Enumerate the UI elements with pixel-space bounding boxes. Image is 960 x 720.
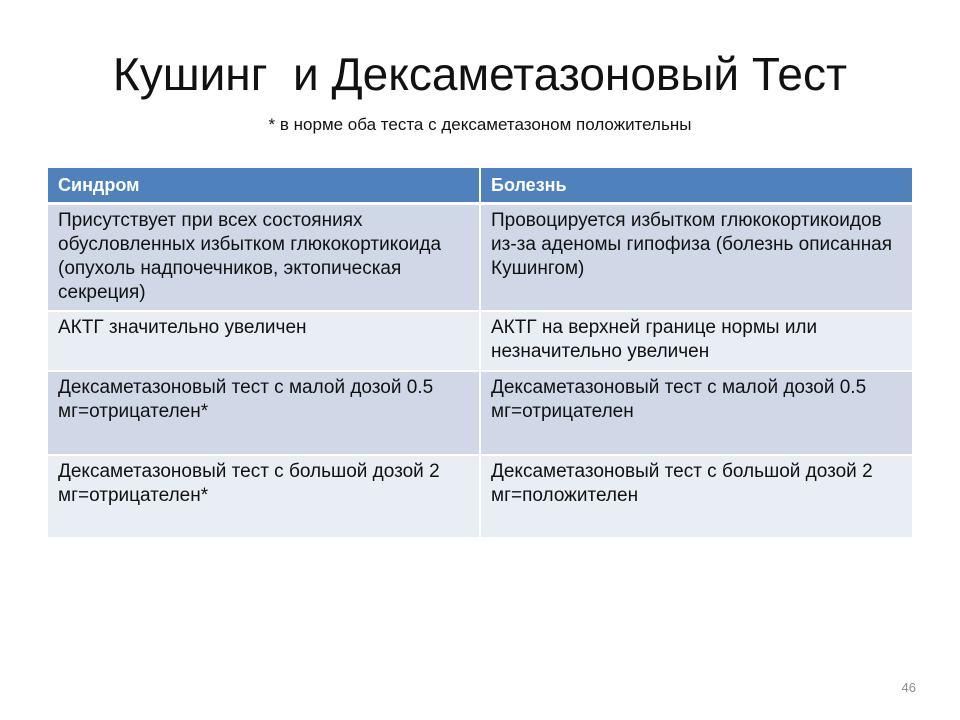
table-cell-syndrome: АКТГ значительно увеличен	[48, 311, 480, 371]
slide-subtitle: * в норме оба теста с дексаметазоном положительны	[268, 115, 692, 134]
table-cell-syndrome: Дексаметазоновый тест с малой дозой 0.5 мг=отрицателен*	[48, 371, 480, 455]
page-number: 46	[901, 680, 916, 695]
table-row	[48, 204, 912, 312]
table-row	[48, 311, 912, 371]
table-cell-syndrome: Дексаметазоновый тест с большой дозой 2 мг=отрицателен*	[48, 455, 480, 538]
slide-title: Кушинг и Дексаметазоновый Тест	[112, 48, 848, 100]
table-cell-disease: Провоцируется избытком глюкокортикоидов из-за аденомы гипофиза (болезнь описанная Кушингом)	[480, 204, 912, 312]
table-cell-syndrome: Присутствует при всех состояниях обусловленных избытком глюкокортикоида (опухоль надпочечников, эктопическая секреция)	[48, 204, 480, 312]
table-cell-disease: АКТГ на верхней границе нормы или незначительно увеличен	[480, 311, 912, 371]
table-cell-disease: Дексаметазоновый тест с большой дозой 2 мг=положителен	[480, 455, 912, 538]
header-disease: Болезнь	[480, 168, 912, 204]
table-cell-disease: Дексаметазоновый тест с малой дозой 0.5 мг=отрицателен	[480, 371, 912, 455]
table-row	[48, 455, 912, 538]
table-row	[48, 371, 912, 455]
comparison-table	[48, 168, 912, 539]
table-header-row	[48, 168, 912, 204]
header-syndrome: Синдром	[48, 168, 480, 204]
